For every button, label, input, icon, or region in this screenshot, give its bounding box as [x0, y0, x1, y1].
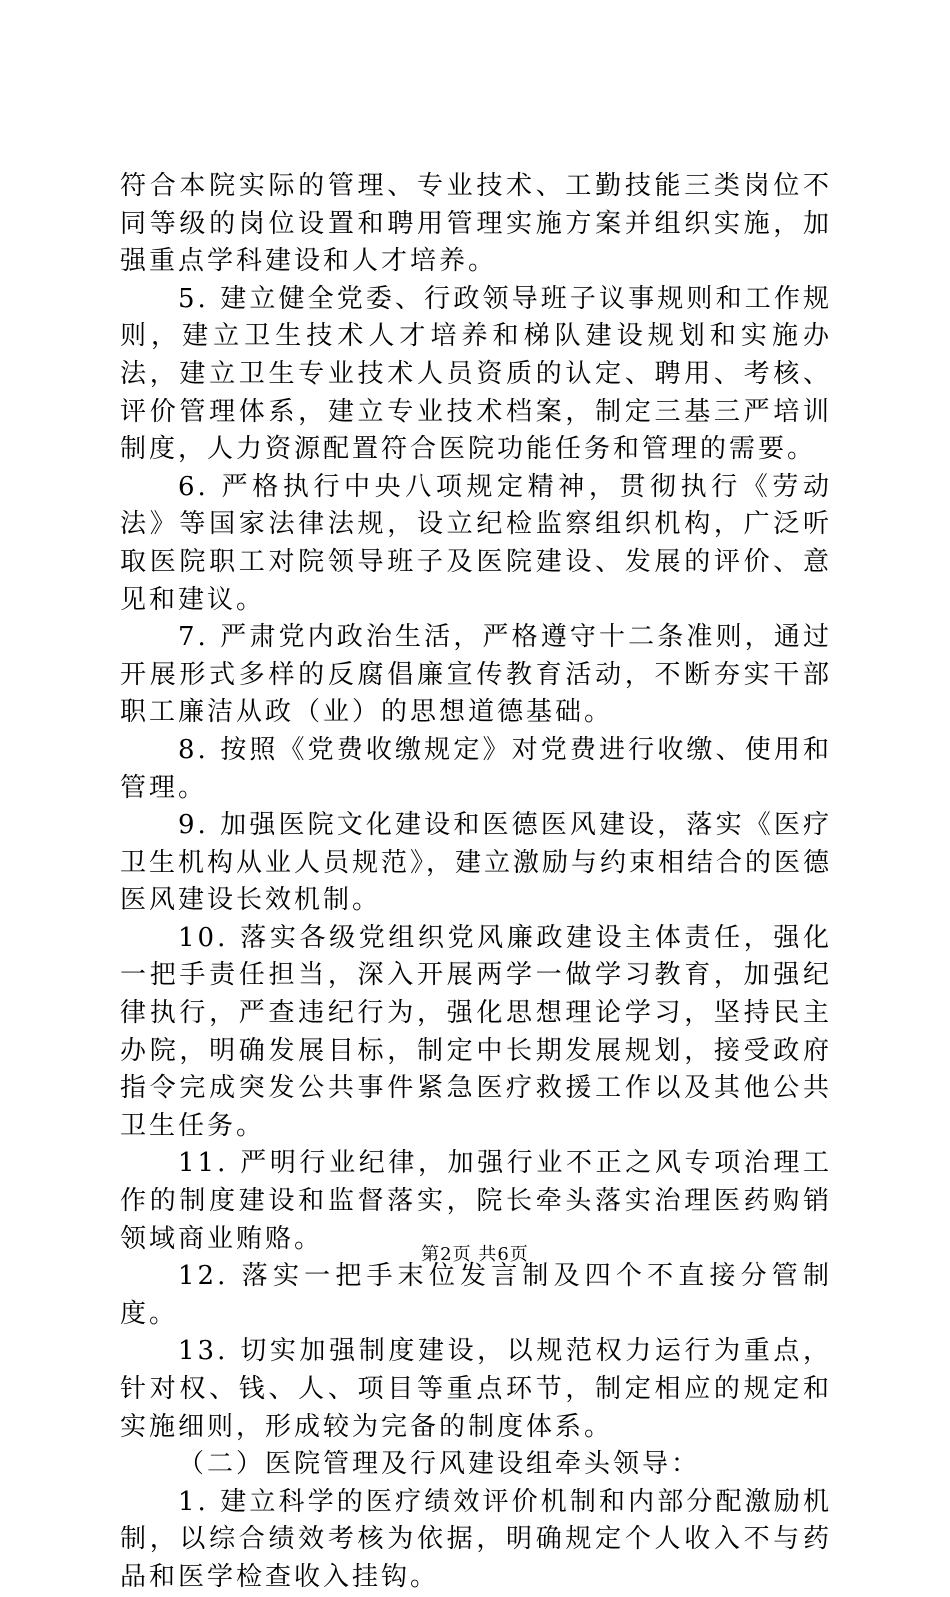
section-heading: （二）医院管理及行风建设组牵头领导： — [178, 1449, 701, 1480]
document-body — [120, 168, 832, 1597]
paragraph-item-6: 6. 严格执行中央八项规定精神，贯彻执行《劳动法》等国家法律法规，设立纪检监察组织机构，广泛听取医院职工对院领导班子及医院建设、发展的评价、意见和建议。 — [120, 471, 832, 615]
paragraph-continuation: 符合本院实际的管理、专业技术、工勤技能三类岗位不同等级的岗位设置和聘用管理实施方案并组织实施，加强重点学科建设和人才培养。 — [120, 171, 832, 277]
paragraph-item-11: 11. 严明行业纪律，加强行业不正之风专项治理工作的制度建设和监督落实，院长牵头落实治理医药购销领域商业贿赂。 — [120, 1148, 832, 1254]
paragraph-item-12: 12. 落实一把手末位发言制及四个不直接分管制度。 — [120, 1261, 832, 1329]
paragraph-item-7: 7. 严肃党内政治生活，严格遵守十二条准则，通过开展形式多样的反腐倡廉宣传教育活动，不断夯实干部职工廉洁从政（业）的思想道德基础。 — [120, 622, 832, 728]
paragraph-item-9: 9. 加强医院文化建设和医德医风建设，落实《医疗卫生机构从业人员规范》，建立激励与约束相结合的医德医风建设长效机制。 — [120, 810, 833, 916]
paragraph-item-13: 13. 切实加强制度建设，以规范权力运行为重点，针对权、钱、人、项目等重点环节，制定相应的规定和实施细则，形成较为完备的制度体系。 — [120, 1336, 832, 1442]
paragraph-item-5: 5. 建立健全党委、行政领导班子议事规则和工作规则，建立卫生技术人才培养和梯队建设规划和实施办法，建立卫生专业技术人员资质的认定、聘用、考核、评价管理体系，建立专业技术档案，制定三基三严培训制度，人力资源配置符合医院功能任务和管理的需要。 — [120, 283, 832, 465]
page-footer — [0, 1244, 950, 1266]
paragraph-item-10: 10. 落实各级党组织党风廉政建设主体责任，强化一把手责任担当，深入开展两学一做学习教育，加强纪律执行，严查违纪行为，强化思想理论学习，坚持民主办院，明确发展目标，制定中长期发展规划，接受政府指令完成突发公共事件紧急医疗救援工作以及其他公共卫生任务。 — [120, 922, 832, 1141]
paragraph-item-1: 1. 建立科学的医疗绩效评价机制和内部分配激励机制，以综合绩效考核为依据，明确规定个人收入不与药品和医学检查收入挂钩。 — [120, 1486, 832, 1592]
paragraph-item-8: 8. 按照《党费收缴规定》对党费进行收缴、使用和管理。 — [120, 734, 832, 803]
page-indicator: 第2页 共6页 — [421, 1244, 529, 1265]
